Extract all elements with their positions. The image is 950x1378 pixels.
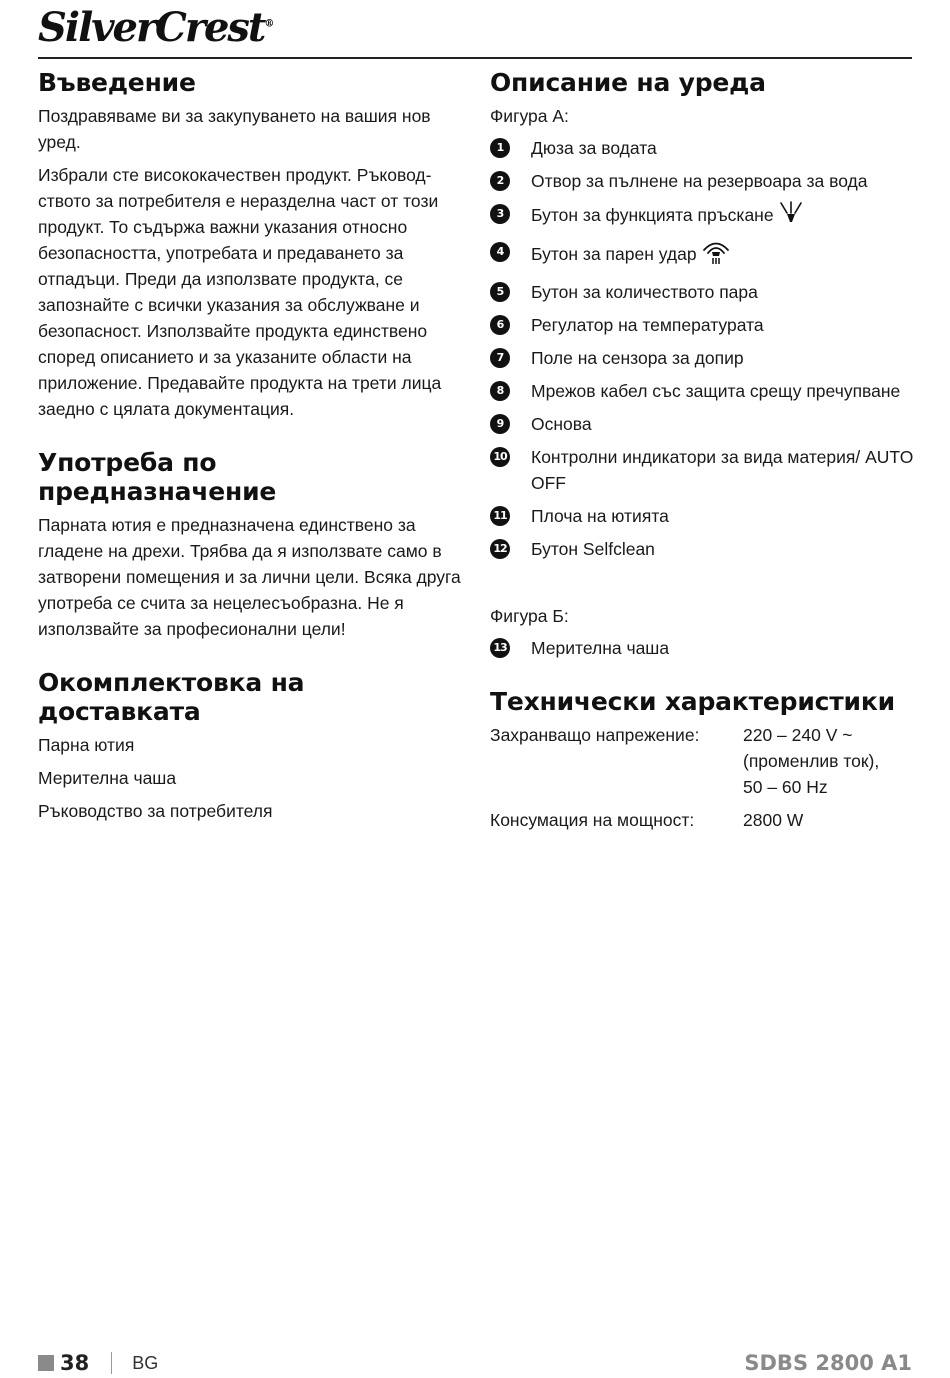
intended-use-section (38, 448, 463, 642)
part-item (490, 239, 915, 272)
steam-burst-icon (701, 239, 731, 272)
brand-name: SilverCrest (38, 4, 265, 51)
part-item (490, 345, 915, 371)
part-label: Бутон за парен удар (531, 244, 697, 265)
intro-paragraph: Избрали сте висококачествен продукт. Ръководството за потребителя е неразделна част от този продукт. То съдържа важни указания относно безопасността, употребата и предаването за отпадъци. Преди да използвате продукта, се запознайте с всички указания за обслужване и безопасност. Използвайте продукта единствено според описанието и за указаните области на приложение. Предавайте продукта на трети лица заедно с цялата документация. (38, 165, 442, 419)
part-label: Мрежов кабел със защита срещу пречупване (531, 381, 901, 401)
part-item (490, 503, 915, 529)
part-number-badge: 6 (490, 315, 510, 335)
part-item (490, 536, 915, 562)
language-code: BG (132, 1352, 159, 1373)
figure-b-label: Фигура Б: (490, 606, 569, 626)
part-number-badge: 11 (490, 506, 510, 526)
intro-section (38, 68, 463, 422)
part-item (490, 279, 915, 305)
spec-label: Консумация на мощност: (490, 810, 695, 830)
part-label: Отвор за пълнене на резервоара за вода (531, 171, 868, 191)
part-label: Бутон за функцията пръскане (531, 205, 774, 226)
spec-value-line: (променлив ток), (743, 751, 880, 771)
figure-a-label: Фигура А: (490, 106, 569, 126)
delivery-item: Парна ютия (38, 735, 135, 755)
part-label: Бутон Selfclean (531, 539, 655, 559)
intro-paragraph: Поздравяваме ви за закупуването на вашия нов уред. (38, 106, 431, 152)
part-item (490, 201, 915, 232)
part-number-badge: 13 (490, 638, 510, 658)
part-number-badge: 3 (490, 204, 510, 224)
part-item (490, 312, 915, 338)
page-number: 38 (60, 1351, 90, 1375)
spec-value-line: 220 – 240 V ~ (743, 725, 853, 745)
parts-list-a (490, 135, 915, 562)
registered-mark: ® (264, 18, 275, 30)
part-number-badge: 8 (490, 381, 510, 401)
part-number-badge: 10 (490, 447, 510, 467)
intended-use-paragraph: Парната ютия е предназначена единствено за гладене на дрехи. Трябва да я използвате само в затворени помещения и за лични цели. Всяка друга употреба се счита за нецелесъобразна. Не я използвайте за професионални цели! (38, 515, 461, 639)
part-label: Контролни индикатори за вида материя/ AUTO OFF (531, 447, 914, 493)
part-label: Мерителна чаша (531, 638, 670, 658)
spec-value-line: 2800 W (743, 810, 804, 830)
footer-square-icon (38, 1355, 54, 1371)
intro-heading: Въведение (38, 68, 196, 97)
part-number-badge: 2 (490, 171, 510, 191)
model-number: SDBS 2800 A1 (744, 1351, 912, 1375)
part-number-badge: 12 (490, 539, 510, 559)
intended-use-heading: Употреба по предназначение (38, 448, 277, 506)
part-item (490, 411, 915, 437)
part-item (490, 444, 915, 496)
part-number-badge: 9 (490, 414, 510, 434)
spec-value-line: 50 – 60 Hz (743, 777, 828, 797)
part-label: Дюза за водата (531, 138, 657, 158)
part-item (490, 168, 915, 194)
part-item (490, 135, 915, 161)
part-number-badge: 4 (490, 242, 510, 262)
delivery-section (38, 668, 463, 824)
spec-label: Захранващо напрежение: (490, 725, 700, 745)
part-label: Основа (531, 414, 592, 434)
left-column (38, 68, 463, 850)
spec-row (490, 722, 915, 800)
description-section (490, 68, 915, 661)
delivery-item: Мерителна чаша (38, 768, 177, 788)
delivery-heading: Окомплектовка на доставката (38, 668, 305, 726)
part-number-badge: 7 (490, 348, 510, 368)
header-divider (38, 57, 912, 59)
part-number-badge: 5 (490, 282, 510, 302)
specs-section (490, 687, 915, 833)
part-number-badge: 1 (490, 138, 510, 158)
footer-divider (111, 1352, 112, 1374)
right-column (490, 68, 915, 859)
part-item (490, 635, 915, 661)
part-label: Регулатор на температурата (531, 315, 764, 335)
spec-value (743, 807, 915, 833)
delivery-item: Ръководство за потребителя (38, 801, 273, 821)
part-label: Плоча на ютията (531, 506, 669, 526)
part-label: Бутон за количеството пара (531, 282, 758, 302)
parts-list-b (490, 635, 915, 661)
spec-value (743, 722, 915, 800)
part-label: Поле на сензора за допир (531, 348, 744, 368)
part-item (490, 378, 915, 404)
description-heading: Описание на уреда (490, 68, 766, 97)
spray-icon (778, 201, 804, 232)
spec-row (490, 807, 915, 833)
brand-logo (38, 4, 274, 51)
specs-heading: Технически характеристики (490, 687, 895, 716)
